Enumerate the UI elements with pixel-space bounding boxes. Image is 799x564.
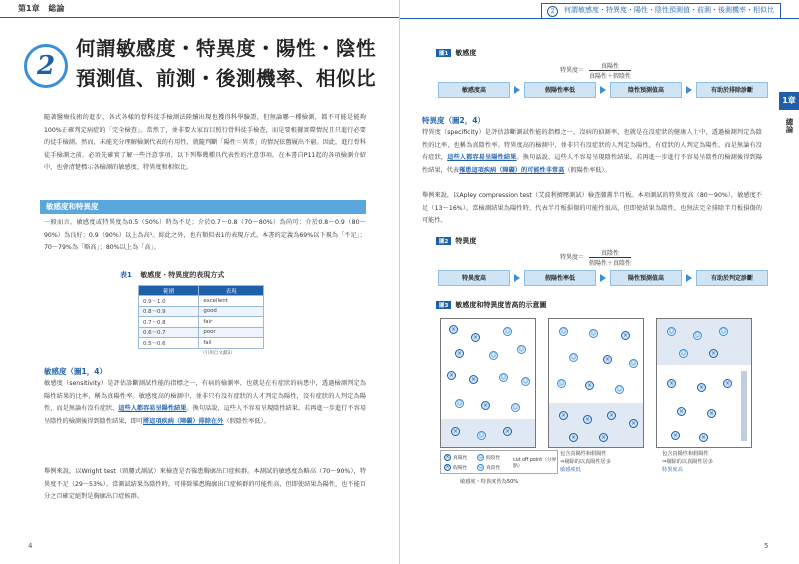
table-header-expression: 表現 (199, 286, 264, 296)
chapter-tag (18, 3, 70, 14)
flow-cell: 假陽性率低 (524, 82, 596, 98)
table-cell: 0.7～0.8 (139, 317, 199, 328)
flow-cell: 特異度高 (438, 270, 510, 286)
x-marker-icon: × (584, 416, 591, 423)
arrow-right-icon (514, 86, 520, 94)
flow-cell: 假陽性率低 (524, 270, 596, 286)
intro-paragraph: 隨著醫療技術的進步，各式各樣的骨科徒手檢測法陸續出現也獲得科學驗證，但無論哪一種檢測，都不可能是能夠100%正確判定病症的「完全檢查」。當然了，並非要大家盲目照行骨科徒手檢查，而是要根據實際情況且只進行必要的徒手檢測。然而，未能充分理解檢測代表的有用性，就隨判斷「陽性＝異常」的情況依舊履出不窮。因此，進行骨科徒手檢測之前，必須先確實了解一些注意事項。以下列舉幾種具代表性的注意事項，在本書自P11起的各項檢測介紹中，也會清楚標示各檢測的敏感度、特異度和相似比。 (44, 114, 366, 171)
chapter-side-tab: 1章 (779, 92, 799, 110)
title-line-2: 預測值、前測・後測機率、相似比 (76, 67, 377, 90)
right-page (400, 0, 799, 564)
legend-label: 假陽性 (453, 466, 468, 471)
arrow-right-icon (600, 86, 606, 94)
caption-line: ⇒剔除的以真陽性居多 (560, 459, 612, 465)
x-marker-icon: × (724, 380, 731, 387)
formula-numerator: 真陰性 (589, 248, 631, 258)
smile-marker-icon: ☺ (478, 454, 484, 460)
arrow-right-icon (686, 86, 692, 94)
smile-marker-icon: ☺ (570, 354, 577, 361)
x-marker-icon: × (708, 410, 715, 417)
x-marker-icon: × (482, 402, 489, 409)
flow-cell: 陰性預測值高 (610, 82, 682, 98)
text-run: （假陰性率低）。 (223, 417, 270, 425)
table-row (139, 306, 264, 317)
x-marker-icon: × (710, 350, 717, 357)
table-cell: fair (199, 317, 264, 328)
specificity-heading: 特異度（圖2，4） (422, 116, 485, 125)
text-run: 敏感度（sensitivity）是評估診斷測試性能的指標之一，有病的檢測率，也就是在有症狀的病患中，透過檢測判定為陽性結果的比率，稱為真陽性率。敏感度高的檢測中，並非只有沒有症狀的人才判定為陽性，沒有症狀的人判定為陽性，而是無論有沒有症狀， (44, 380, 366, 412)
table-header-range: 範圍 (139, 286, 199, 296)
table-row (139, 296, 264, 307)
x-marker-icon: × (608, 412, 615, 419)
section-number-badge: 2 (24, 44, 68, 88)
right-header-title (541, 3, 781, 18)
x-marker-icon: × (570, 434, 577, 441)
figure-1-heading (436, 48, 476, 58)
specificity-paragraph (422, 127, 762, 177)
smile-marker-icon: ☺ (478, 432, 485, 439)
text-run: 。換句話說，這些人不容易呈現陰性結果。若再進一步進行不容易呈陰性的檢測後得到陰性結果，即可 (44, 405, 367, 425)
chapter-title: 総論 (48, 4, 65, 13)
sensitivity-paragraph (44, 378, 366, 428)
table-cell: excellent (199, 296, 264, 307)
figure-2-tag: 圖2 (436, 237, 451, 245)
sensitivity-example-paragraph: 舉例來說，以Wright test（頸腰式測試）來檢查是否罹患胸廓出口症候群。本測試的敏感度為略高（70～90%），特異度不足（29～53%）。當測試結果為陰性時，可排除罹患胸廓出口症候群的可能性高，但即使結果為陽性，也不能百分之百確定絕對是胸廓出口症候群。 (44, 468, 366, 500)
left-page-number: 4 (28, 542, 33, 550)
chapter-side-text: 總論 (785, 118, 794, 133)
caption-panel-3 (662, 450, 713, 474)
legend-label: 假陰性 (486, 456, 501, 461)
figure-2-formula (560, 248, 631, 267)
shaded-region (657, 319, 751, 365)
left-header (0, 0, 400, 22)
x-marker-icon: × (622, 332, 629, 339)
table-row (139, 317, 264, 328)
legend-label: 真陽性 (453, 456, 468, 461)
arrow-right-icon (686, 274, 692, 282)
x-marker-icon: × (678, 408, 685, 415)
table-cell: fail (199, 338, 264, 349)
text-run: 特異度（specificity）是評估診斷測試性能的指標之一，沒病的偵測率，也就是在沒症狀的健康人士中，透過檢測判定為陰性的比率，也稱為真陰性率。特異度高的檢測中，並非只有沒症狀的人判定為陽性，有症狀的人判定為陽性，而是無論有沒有症狀， (422, 129, 762, 161)
figure-2-heading (436, 236, 476, 246)
table-cell: good (199, 306, 264, 317)
sens-spec-paragraph: 一般而言，敏感度或特異度為0.5（50%）時為不足；介於0.7～0.8（70～80%）為尚可；介於0.8～0.9（80～90%）為良好；0.9（90%）以上為高¹。綜此之外，也有類似表1的表現方式。本書的定義為69%以下視為「不足」；70～79%為「略高」；80%以上為「高」。 (44, 219, 366, 251)
right-page-number: 5 (764, 542, 769, 550)
table-1-source: （引用自文獻2） (200, 351, 236, 356)
table-1-title: 敏感度・特異度的表現方式 (140, 271, 225, 279)
text-run: 。換句話說，這些人不容易呈現陰性結果。若再進一步進行不容易呈陰性的檢測後得到陽性結果，代表 (422, 154, 763, 174)
x-marker-icon: × (452, 428, 459, 435)
table-1-label: 表1 (120, 271, 132, 279)
caption-panel-1: 敏感度・特異度皆為50% (460, 479, 519, 485)
x-marker-icon: × (560, 412, 567, 419)
highlight-text: 這些人都容易呈陽性結果 (447, 154, 517, 161)
table-cell: poor (199, 327, 264, 338)
x-marker-icon: × (450, 326, 457, 333)
caption-line: 包含真陽性和假陽性 (560, 451, 607, 457)
x-marker-icon: × (445, 464, 450, 470)
smile-marker-icon: ☺ (560, 328, 567, 335)
x-marker-icon: × (604, 356, 611, 363)
smile-marker-icon: ☺ (720, 328, 727, 335)
formula-lhs: 特異度＝ (560, 254, 585, 261)
page-title (76, 34, 376, 94)
caption-line: 敏感度低 (560, 467, 581, 473)
smile-marker-icon: ☺ (490, 352, 497, 359)
smile-marker-icon: ☺ (512, 404, 519, 411)
figure-2-title: 特異度 (455, 237, 477, 245)
smile-marker-icon: ☺ (590, 330, 597, 337)
smile-marker-icon: ☺ (518, 346, 525, 353)
x-marker-icon: × (445, 454, 450, 460)
x-marker-icon: × (504, 428, 511, 435)
diagram-panel-2 (548, 318, 644, 448)
flow-cell: 有助於排除診斷 (696, 82, 768, 98)
highlight-text: 將這項疾病（障礙）排除在外 (143, 417, 224, 425)
figure-1-flow (438, 82, 778, 98)
x-marker-icon: × (586, 382, 593, 389)
table-1 (138, 285, 264, 349)
figure-3-tag: 圖3 (436, 301, 451, 309)
x-marker-icon: × (698, 384, 705, 391)
sensitivity-heading: 敏感度（圖1，4） (44, 367, 107, 376)
caption-line: ⇒剔除的以真陽性居多 (662, 459, 714, 465)
right-header (400, 0, 799, 22)
diagram-panel-3 (656, 318, 752, 448)
header-number-circle: 2 (547, 6, 558, 17)
x-marker-icon: × (456, 350, 463, 357)
x-marker-icon: × (668, 380, 675, 387)
diagram-panel-1 (440, 318, 536, 448)
figure-3-heading (436, 300, 546, 310)
smile-marker-icon: ☺ (522, 378, 529, 385)
smile-marker-icon: ☺ (668, 328, 675, 335)
smile-marker-icon: ☺ (456, 400, 463, 407)
x-marker-icon: × (600, 434, 607, 441)
x-marker-icon: × (700, 434, 707, 441)
caption-line: 特異度高 (662, 467, 683, 473)
title-line-1: 何謂敏感度・特異度・陽性・陰性 (76, 37, 377, 60)
figure-2-flow (438, 270, 778, 286)
figure-1-tag: 圖1 (436, 49, 451, 57)
flow-cell: 敏感度高 (438, 82, 510, 98)
table-cell: 0.9～1.0 (139, 296, 199, 307)
table-1-caption (120, 270, 224, 280)
highlight-text: 罹患這項疾病（障礙）的可能性非常高 (459, 166, 565, 174)
table-cell: 0.8～0.9 (139, 306, 199, 317)
section-bar-sens-spec: 敏感度和特異度 (40, 200, 366, 214)
arrow-up-icon (741, 371, 747, 441)
smile-marker-icon: ☺ (680, 350, 687, 357)
highlight-text: 這些人都容易呈陽性結果 (118, 405, 187, 412)
x-marker-icon: × (448, 372, 455, 379)
table-row (139, 327, 264, 338)
legend-cutoff-label: cut off point（分界點） (513, 458, 557, 469)
flow-cell: 陽性預測值高 (610, 270, 682, 286)
arrow-right-icon (514, 274, 520, 282)
figure-1-formula (560, 61, 631, 80)
caption-panel-2 (560, 450, 611, 474)
smile-marker-icon: ☺ (558, 380, 565, 387)
x-marker-icon: × (630, 420, 637, 427)
formula-fraction (589, 61, 631, 80)
caption-line: 包含真陽性和假陽性 (662, 451, 709, 457)
formula-denominator: 假陽性＋真陰性 (588, 260, 631, 267)
chapter-number: 第1章 (18, 4, 40, 13)
flow-cell: 有助於判定診斷 (696, 270, 768, 286)
smile-marker-icon: ☺ (500, 374, 507, 381)
formula-denominator: 真陽性＋假陰性 (588, 73, 631, 80)
smile-marker-icon: ☺ (504, 328, 511, 335)
smile-marker-icon: ☺ (694, 332, 701, 339)
header-title-text: 何謂敏感度・特異度・陽性・陰性預測值・前測・後測機率・相似比 (564, 6, 774, 14)
specificity-example-paragraph: 舉例來說，以Apley compression test（艾波利擠壓測試）檢查膝蓋半月板。本項測試的特異度高（80～90%），敏感度不足（13～16%）。當檢測結果為陽性時，代表半月板損傷的可能性很高，但即使結果為陰性，也無法完全排除半月板損傷的可能性。 (422, 192, 762, 224)
x-marker-icon: × (470, 376, 477, 383)
figure-1-title: 敏感度 (455, 49, 477, 57)
formula-numerator: 真陽性 (589, 61, 631, 71)
smile-marker-icon: ☺ (478, 464, 484, 470)
x-marker-icon: × (672, 432, 679, 439)
smile-marker-icon: ☺ (616, 386, 623, 393)
text-run: （假陽性率低）。 (564, 166, 611, 174)
legend-label: 真陰性 (486, 466, 501, 471)
smile-marker-icon: ☺ (630, 360, 637, 367)
table-cell: 0.5～0.6 (139, 338, 199, 349)
formula-fraction (589, 248, 631, 267)
x-marker-icon: × (472, 334, 479, 341)
figure-3-title: 敏感度和特異度皆高的示意圖 (455, 301, 547, 309)
table-cell: 0.6～0.7 (139, 327, 199, 338)
table-row (139, 338, 264, 349)
diagram-legend (440, 450, 558, 474)
arrow-right-icon (600, 274, 606, 282)
formula-lhs: 特異度＝ (560, 67, 585, 74)
